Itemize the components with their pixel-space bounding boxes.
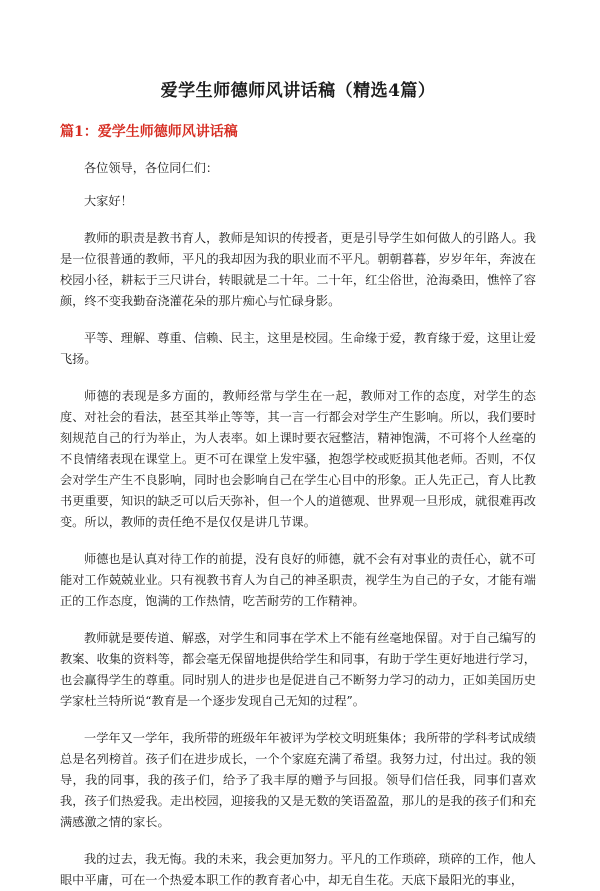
paragraph-ethics-behavior: 师德的表现是多方面的，教师经常与学生在一起，教师对工作的态度，对学生的态度、对社会的看法，甚至其举止等等，其一言一行都会对学生产生影响。所以，我们要时刻规范自己的行为举止，为人表率。如上课时要衣冠整洁，精神饱满，不可将个人丝毫的不良情绪表现在课堂上。更不可在课堂上发牢骚，抱怨学校或贬损其他老师。否则，不仅会对学生产生不良影响，同时也会影响自己在学生心目中的形象。正人先正己，育人比教书更重要，知识的缺乏可以后天弥补，但一个人的道德观、世界观一旦形成，就很难再改变。所以，教师的责任绝不是仅仅是讲几节课。 [60,389,536,529]
paragraph-future: 我的过去，我无悔。我的未来，我会更加努力。平凡的工作琐碎，琐碎的工作，他人眼中平庸，可在一个热爱本职工作的教育者心中，却无自生花。天底下最阳光的事业， [60,852,536,887]
document-title: 爱学生师德师风讲话稿（精选4篇） [160,81,436,101]
paragraph-ethics-work: 师德也是认真对待工作的前提，没有良好的师德，就不会有对事业的责任心，就不可能对工作兢兢业业。只有视教书育人为自己的神圣职责，视学生为自己的子女，才能有端正的工作态度，饱满的工作热情，吃苦耐劳的工作精神。 [60,552,536,608]
paragraph-salutation: 各位领导，各位同仁们： [84,161,219,175]
paragraph-teacher-duty: 教师的职责是教书育人，教师是知识的传授者，更是引导学生如何做人的引路人。我是一位很普通的教师，平凡的我却因为我的职业而不平凡。朝朝暮暮，岁岁年年，奔波在校园小径，耕耘于三尺讲台，转眼就是二十年。二十年，红尘俗世，沧海桑田，憔悴了容颜，终不变我勤奋浇灌花朵的那片痴心与忙碌身影。 [60,231,536,308]
paragraph-sharing: 教师就是要传道、解惑，对学生和同事在学术上不能有丝毫地保留。对于自己编写的教案、收集的资料等，都会毫无保留地提供给学生和同事，有助于学生更好地进行学习，也会赢得学生的尊重。同时别人的进步也是促进自己不断努力学习的动力，正如美国历史学家杜兰特所说“教育是一个逐步发现自己无知的过程”。 [60,631,536,708]
section-title: 篇1：爱学生师德师风讲话稿 [60,124,238,140]
paragraph-campus-love: 平等、理解、尊重、信赖、民主，这里是校园。生命缘于爱，教育缘于爱，这里让爱飞扬。 [60,331,536,366]
paragraph-achievements: 一学年又一学年，我所带的班级年年被评为学校文明班集体；我所带的学科考试成绩总是名列榜首。孩子们在进步成长，一个个家庭充满了希望。我努力过，付出过。我的领导，我的同事，我的孩子们，给予了我丰厚的赠予与回报。领导们信任我，同事们喜欢我，孩子们热爱我。走出校园，迎接我的又是无数的笑语盈盈，那儿的是我的孩子们和充满感激之情的家长。 [60,731,536,829]
paragraph-greeting: 大家好！ [84,194,133,208]
